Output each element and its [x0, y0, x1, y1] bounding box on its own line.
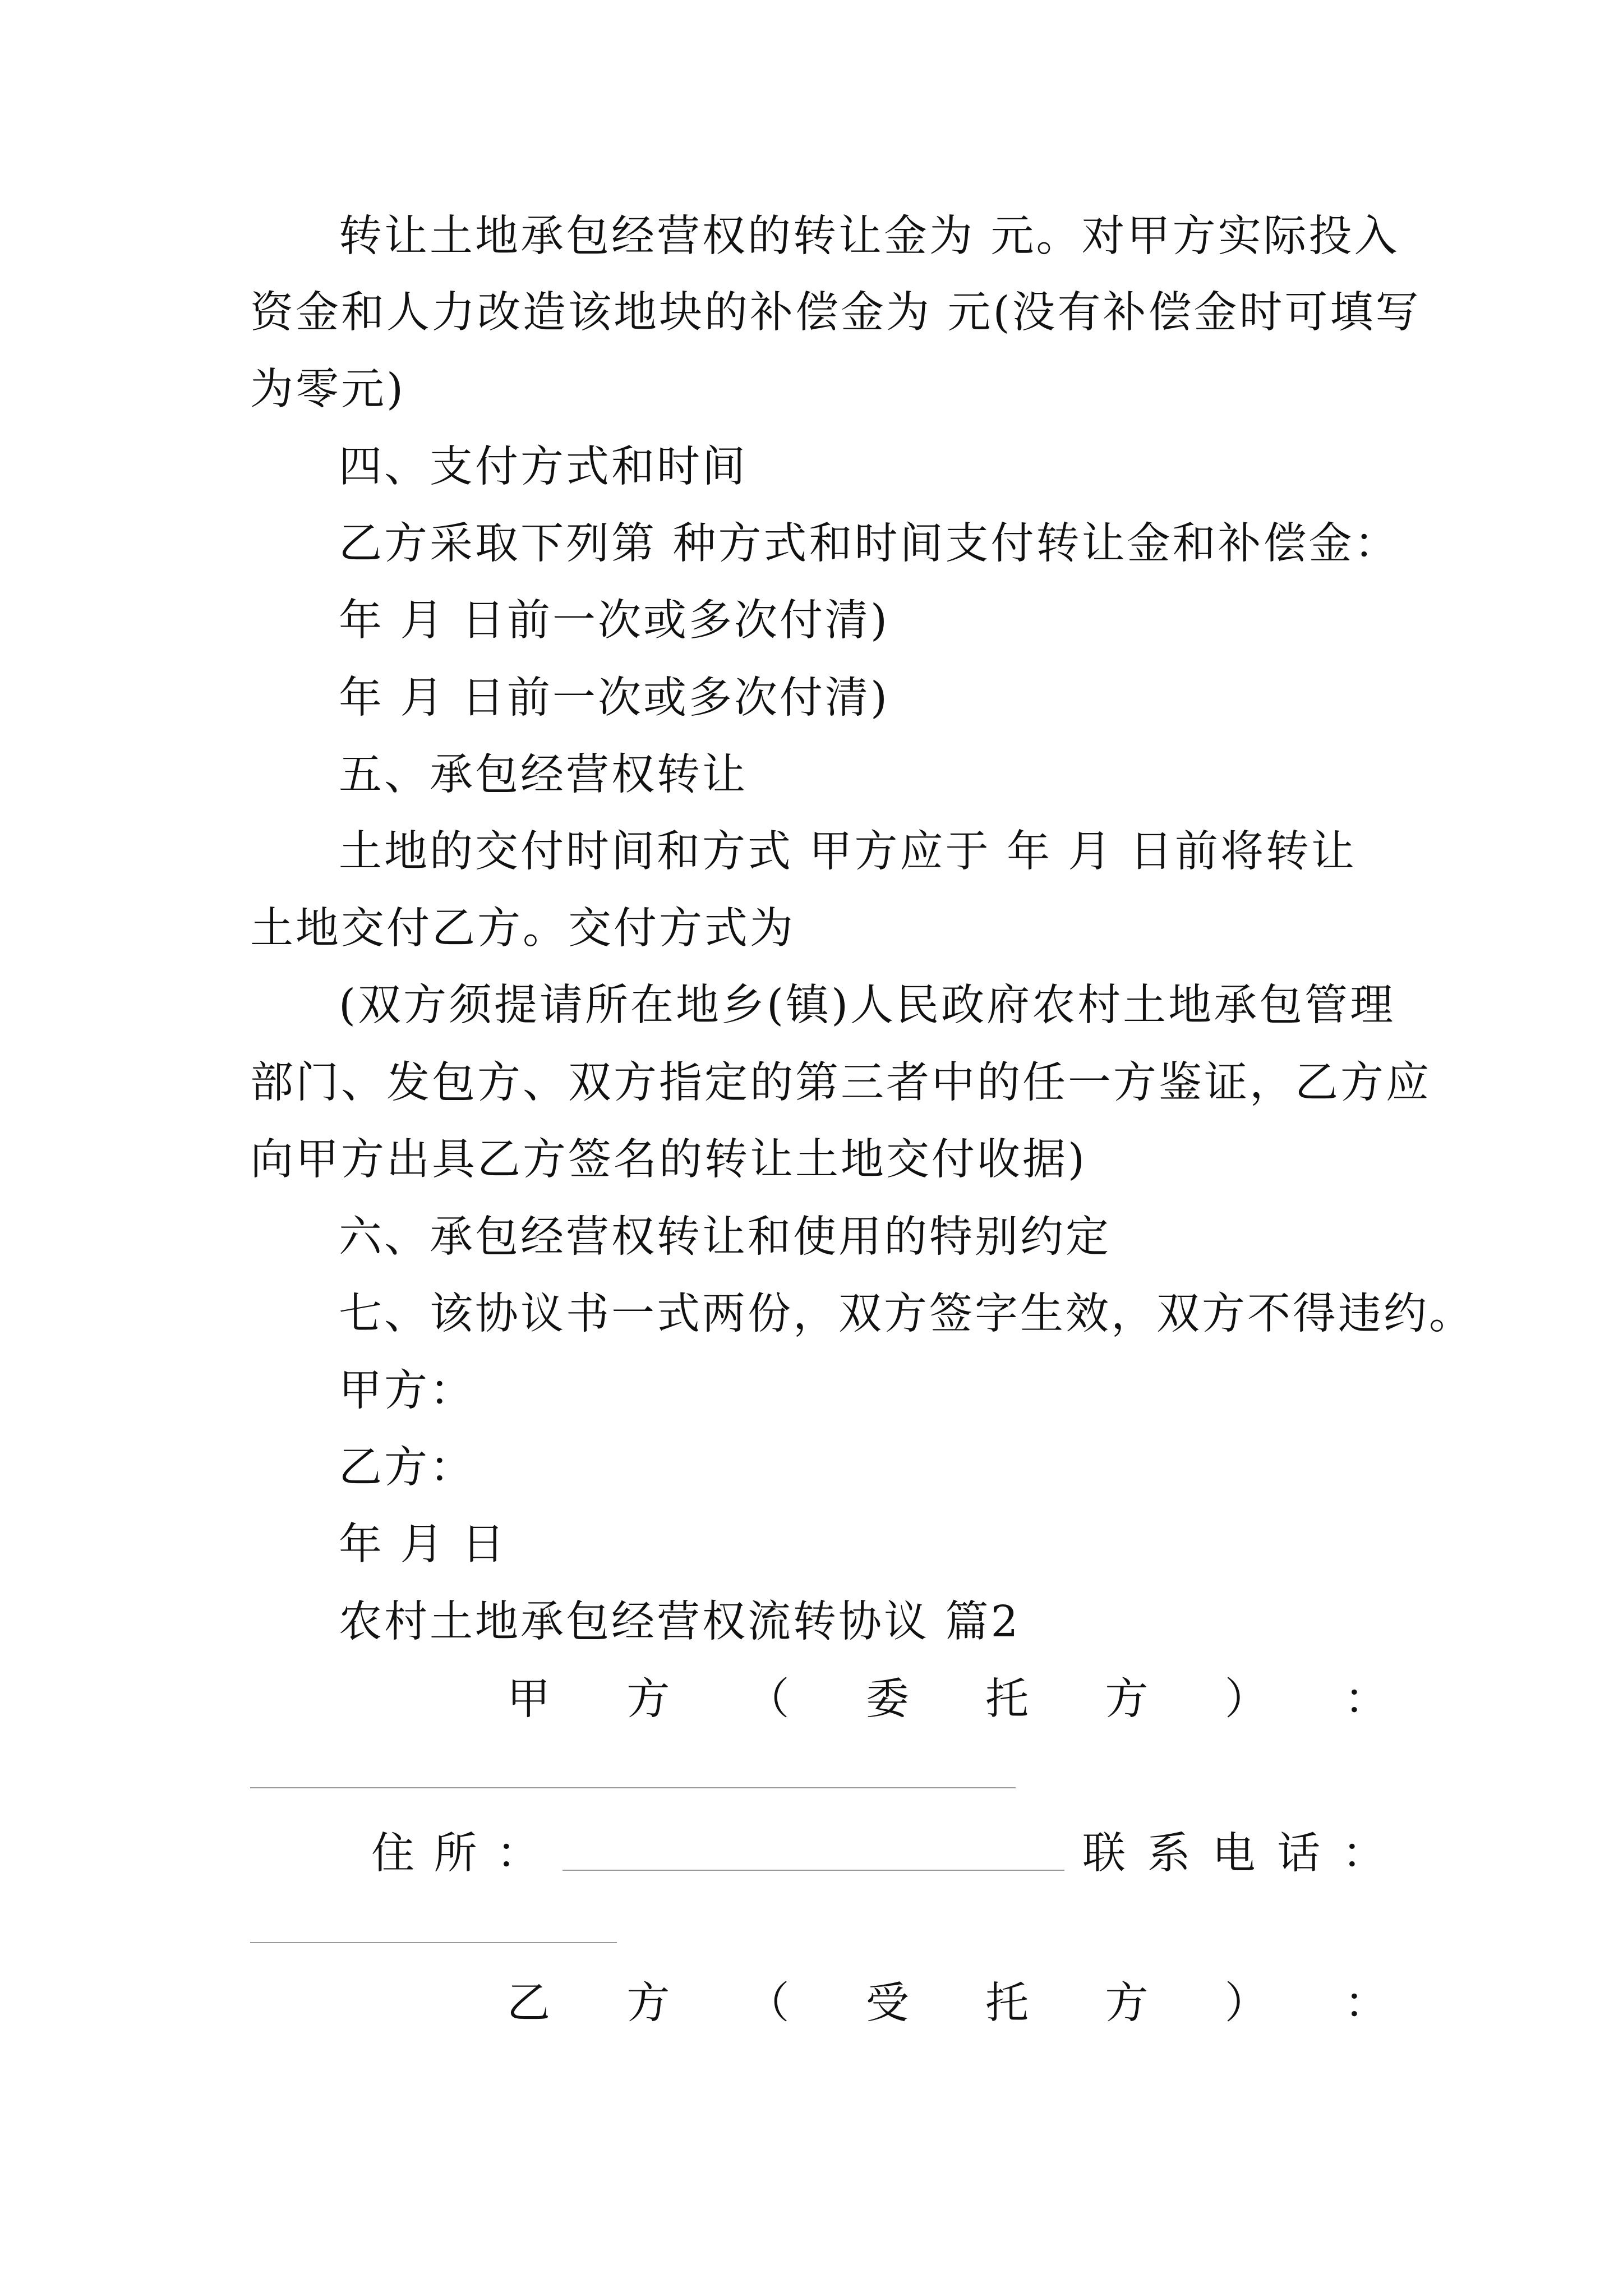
- paragraph-line: 资金和人力改造该地块的补偿金为 元(没有补偿金时可填写: [250, 288, 1421, 338]
- section-heading: 六、承包经营权转让和使用的特别约定: [339, 1212, 1111, 1262]
- paragraph-line: 土地交付乙方。交付方式为: [250, 904, 795, 954]
- party-a-name-blank: [250, 1787, 1016, 1788]
- paragraph-line: 年 月 日前一次或多次付清): [339, 596, 889, 646]
- paragraph-line: 向甲方出具乙方签名的转让土地交付收据): [250, 1135, 1087, 1185]
- section-heading: 五、承包经营权转让: [339, 750, 748, 800]
- paragraph-line: 为零元): [250, 365, 406, 415]
- paragraph-line: 部门、发包方、双方指定的第三者中的任一方鉴证，乙方应: [250, 1058, 1431, 1108]
- party-b-signature-label: 乙方：: [339, 1443, 475, 1493]
- section-heading: 四、支付方式和时间: [339, 442, 748, 492]
- party-a-client-label: 甲 方 （ 委 托 方 ） ：: [507, 1674, 1387, 1724]
- party-a-signature-label: 甲方：: [339, 1366, 475, 1416]
- party-b-trustee-label: 乙 方 （ 受 托 方 ） ：: [507, 1978, 1387, 2028]
- phone-blank: [250, 1942, 617, 1943]
- paragraph-line: 转让土地承包经营权的转让金为 元。对甲方实际投入: [339, 211, 1400, 261]
- paragraph-line: 土地的交付时间和方式 甲方应于 年 月 日前将转让: [339, 827, 1357, 877]
- paragraph-line: 乙方采取下列第 种方式和时间支付转让金和补偿金：: [339, 519, 1400, 569]
- phone-label: 联 系 电 话 ：: [1082, 1829, 1385, 1879]
- address-blank: [562, 1870, 1064, 1871]
- paragraph-line: 年 月 日前一次或多次付清): [339, 673, 889, 723]
- article-title: 农村土地承包经营权流转协议 篇2: [339, 1597, 1021, 1647]
- address-label: 住 所 ：: [371, 1829, 540, 1879]
- section-heading: 七、该协议书一式两份，双方签字生效，双方不得违约。: [339, 1289, 1474, 1339]
- date-line: 年 月 日: [339, 1520, 507, 1570]
- paragraph-line: (双方须提请所在地乡(镇)人民政府农村土地承包管理: [339, 981, 1396, 1030]
